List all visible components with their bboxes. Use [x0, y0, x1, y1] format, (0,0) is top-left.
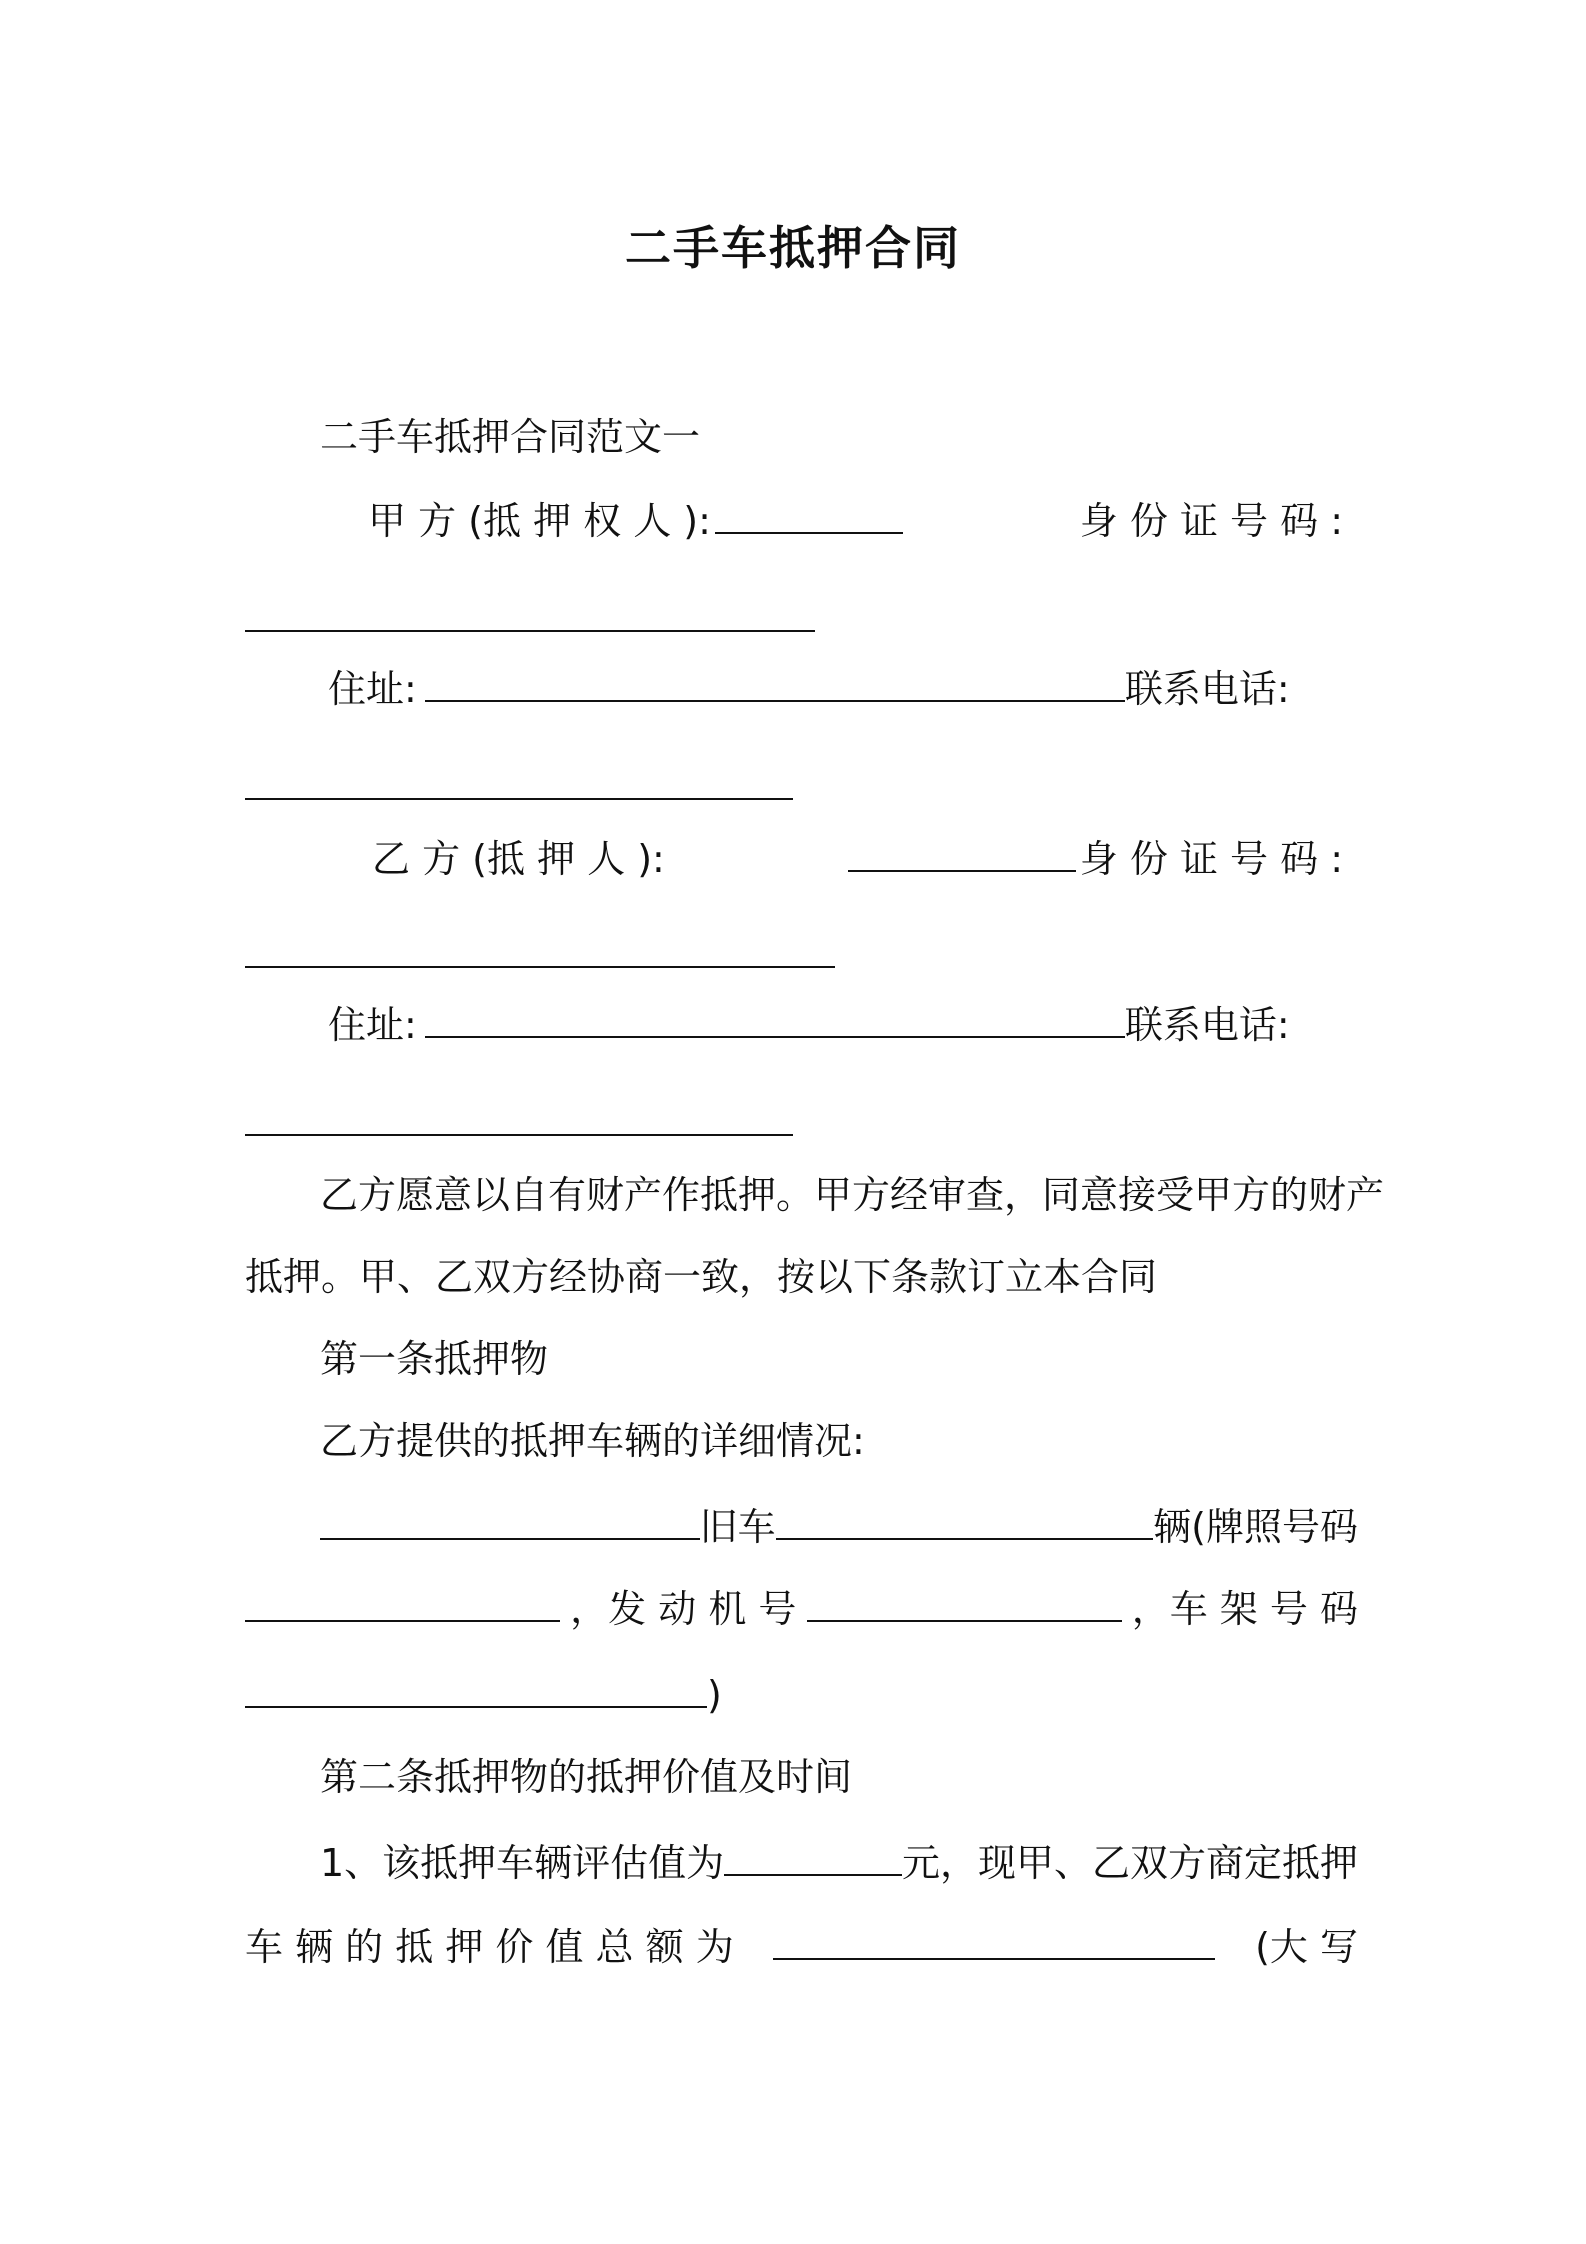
frame-number-blank[interactable]: [245, 1672, 707, 1708]
party-b-label: 乙 方 (抵 押 人 ):: [372, 837, 665, 881]
party-b-id-label: 身 份 证 号 码 :: [1079, 837, 1343, 881]
vehicle-line-1: [320, 1502, 1358, 1552]
party-a-id-label: 身 份 证 号 码 :: [1079, 499, 1343, 543]
party-b-address-blank[interactable]: [425, 1002, 1125, 1038]
document-subtitle: 二手车抵押合同范文一: [320, 415, 701, 459]
article-2-item-1-line-1: [320, 1838, 1358, 1888]
item-1-text-d: (大 写: [1255, 1925, 1358, 1969]
party-a-id-blank[interactable]: [245, 630, 815, 632]
vehicle-line-2: [245, 1584, 1358, 1634]
document-title: 二手车抵押合同: [625, 221, 961, 275]
engine-number-blank[interactable]: [807, 1586, 1122, 1622]
vehicle-model-blank[interactable]: [776, 1504, 1154, 1540]
party-a-address-blank[interactable]: [425, 666, 1125, 702]
item-1-text-a: 1、该抵押车辆评估值为: [320, 1841, 725, 1885]
party-a-name-blank[interactable]: [715, 498, 903, 534]
article-2-item-1-line-2: [245, 1922, 1358, 1972]
party-b-phone-label: 联系电话:: [1124, 1003, 1290, 1047]
party-a-address-label: 住址:: [328, 667, 417, 711]
vehicle-count-blank[interactable]: [320, 1504, 700, 1540]
party-a-phone-blank[interactable]: [245, 798, 793, 800]
plate-label: 辆(牌照号码: [1153, 1505, 1358, 1549]
item-1-text-b: 元，现甲、乙双方商定抵押: [901, 1841, 1358, 1885]
party-a-label: 甲 方 (抵 押 权 人 ):: [368, 499, 711, 543]
intro-line-2: 抵押。甲、乙双方经协商一致，按以下条款订立本合同: [245, 1255, 1158, 1299]
old-car-label: 旧车: [699, 1505, 776, 1549]
frame-label: ，车 架 号 码: [1131, 1587, 1358, 1631]
total-value-blank[interactable]: [773, 1924, 1215, 1960]
party-b-address-label: 住址:: [328, 1003, 417, 1047]
party-a-address-line: [328, 664, 1343, 714]
party-b-address-line: [328, 1000, 1343, 1050]
plate-number-blank[interactable]: [245, 1586, 560, 1622]
article-2-heading: 第二条抵押物的抵押价值及时间: [320, 1755, 853, 1799]
party-b-id-blank[interactable]: [245, 966, 835, 968]
party-b-name-blank[interactable]: [848, 836, 1076, 872]
intro-line-1: 乙方愿意以自有财产作抵押。甲方经审查，同意接受甲方的财产: [320, 1173, 1385, 1217]
appraised-value-blank[interactable]: [724, 1840, 902, 1876]
article-1-heading: 第一条抵押物: [320, 1337, 549, 1381]
item-1-text-c: 车 辆 的 抵 押 价 值 总 额 为: [245, 1925, 734, 1969]
party-b-line: [372, 834, 1343, 884]
engine-label: ，发 动 机 号: [570, 1587, 797, 1631]
article-1-desc: 乙方提供的抵押车辆的详细情况:: [320, 1419, 865, 1463]
party-a-phone-label: 联系电话:: [1124, 667, 1290, 711]
party-b-phone-blank[interactable]: [245, 1134, 793, 1136]
party-a-line: [368, 496, 1343, 546]
close-paren: ): [707, 1673, 722, 1717]
vehicle-line-3: [245, 1670, 722, 1720]
